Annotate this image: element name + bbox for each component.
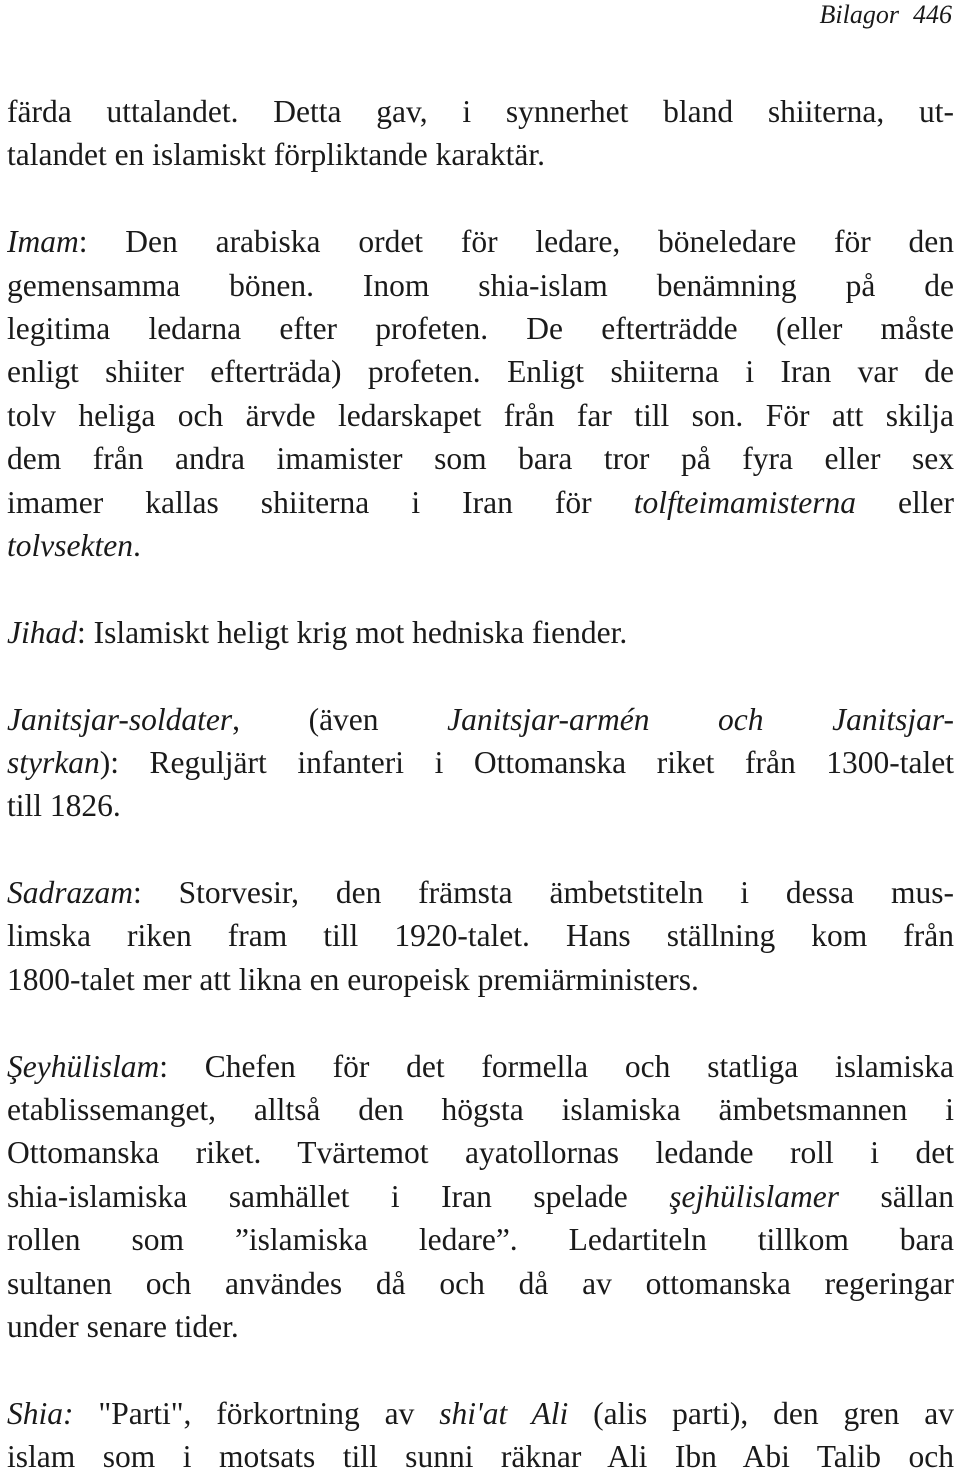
glossary-entry-janitsjar: [7, 698, 954, 828]
header-section-title: Bilagor: [819, 0, 899, 29]
glossary-term: Sadrazam: [7, 875, 134, 911]
text-line: tolv heliga och ärvde ledarskapet från far till son. För att skilja: [7, 397, 954, 433]
text-line: till 1826.: [7, 788, 121, 824]
glossary-term: Janitsjar-soldater: [7, 701, 233, 737]
text-line: limska riken fram till 1920-talet. Hans ställning kom från: [7, 918, 954, 954]
text-line: shia-islamiska samhället i Iran spelade şejhülislamer sällan: [7, 1178, 954, 1214]
text-line: rollen som ”islamiska ledare”. Ledartiteln tillkom bara: [7, 1222, 954, 1258]
glossary-term: styrkan: [7, 744, 100, 780]
glossary-term: tolfteimamisterna: [633, 484, 856, 520]
text-line: Ottomanska riket. Tvärtemot ayatollornas ledande roll i det: [7, 1135, 954, 1171]
text-line: talandet en islamiskt förpliktande karaktär.: [7, 137, 545, 173]
text-line: Jihad: Islamiskt heligt krig mot hedniska fiender.: [7, 614, 628, 650]
glossary-term: shi'at Ali: [439, 1395, 569, 1431]
text-line: dem från andra imamister som bara tror på fyra eller sex: [7, 441, 954, 477]
text-line: under senare tider.: [7, 1309, 239, 1345]
text-line: Janitsjar-soldater, (även Janitsjar-armén och Janitsjar-: [7, 701, 954, 737]
text-line: imamer kallas shiiterna i Iran för tolfteimamisterna eller: [7, 484, 954, 520]
text-line: islam som i motsats till sunni räknar Ali Ibn Abi Talib och: [7, 1439, 954, 1475]
text-line: tolvsekten.: [7, 527, 141, 563]
body-text: [7, 90, 954, 1479]
glossary-term: Janitsjar-armén och Janitsjar-: [447, 701, 954, 737]
text-line: Imam: Den arabiska ordet för ledare, böneledare för den: [7, 224, 954, 260]
glossary-entry-jihad: [7, 611, 954, 654]
text-line: etablissemanget, alltså den högsta islamiska ämbetsmannen i: [7, 1092, 954, 1128]
text-line: färda uttalandet. Detta gav, i synnerhet bland shiiterna, ut-: [7, 94, 954, 129]
text-line: enligt shiiter efterträda) profeten. Enligt shiiterna i Iran var de: [7, 354, 954, 390]
text-line: Shia: "Parti", förkortning av shi'at Ali (alis parti), den gren av: [7, 1395, 954, 1431]
glossary-term: Şeyhülislam: [7, 1048, 160, 1084]
glossary-term: Jihad: [7, 614, 77, 650]
paragraph-continuation: [7, 90, 954, 177]
glossary-term: şejhülislamer: [669, 1178, 840, 1214]
text-line: styrkan): Reguljärt infanteri i Ottomanska riket från 1300-talet: [7, 744, 954, 780]
text-line: gemensamma bönen. Inom shia-islam benämning på de: [7, 267, 954, 303]
glossary-entry-seyhulislam: [7, 1045, 954, 1349]
glossary-entry-shia: [7, 1392, 954, 1479]
glossary-term: Shia:: [7, 1395, 74, 1431]
glossary-term: tolvsekten: [7, 527, 133, 563]
text-line: Şeyhülislam: Chefen för det formella och statliga islamiska: [7, 1048, 954, 1084]
text-line: legitima ledarna efter profeten. De efterträdde (eller måste: [7, 310, 954, 346]
glossary-term: Imam: [7, 224, 79, 260]
running-header: [820, 0, 952, 30]
glossary-entry-sadrazam: [7, 871, 954, 1001]
glossary-entry-imam: [7, 220, 954, 567]
text-line: 1800-talet mer att likna en europeisk premiärministers.: [7, 961, 699, 997]
text-line: Sadrazam: Storvesir, den främsta ämbetstiteln i dessa mus-: [7, 875, 954, 911]
text-line: sultanen och användes då och då av ottomanska regeringar: [7, 1265, 954, 1301]
page-number: 446: [913, 0, 952, 29]
